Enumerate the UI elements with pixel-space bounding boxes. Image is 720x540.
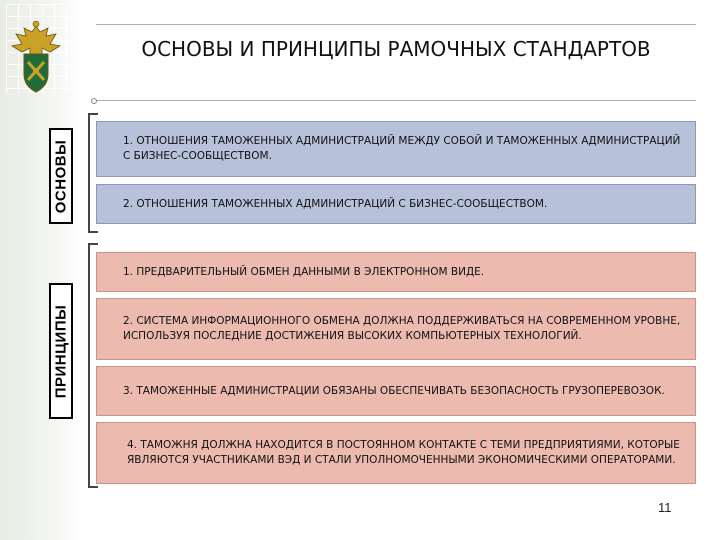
osnovy-item-2 (96, 184, 696, 224)
principy-item-4-text: 4. ТАМОЖНЯ ДОЛЖНА НАХОДИТСЯ В ПОСТОЯННОМ КОНТАКТЕ С ТЕМИ ПРЕДПРИЯТИЯМИ, КОТОРЫЕ ЯВЛЯЮТСЯ УЧАСТНИКАМИ ВЭД И СТАЛИ УПОЛНОМОЧЕННЫМИ ЭКОНОМИЧЕСКИМИ ОПЕРАТОРАМИ. (127, 439, 680, 466)
section-label-osnovy (49, 128, 73, 224)
osnovy-item-2-text: 2. ОТНОШЕНИЯ ТАМОЖЕННЫХ АДМИНИСТРАЦИЙ С БИЗНЕС-СООБЩЕСТВОМ. (123, 197, 548, 210)
principy-item-2 (96, 298, 696, 360)
page-title: ОСНОВЫ И ПРИНЦИПЫ РАМОЧНЫХ СТАНДАРТОВ (141, 37, 651, 61)
section-label-principy-text: ПРИНЦИПЫ (52, 304, 70, 398)
osnovy-item-1 (96, 121, 696, 177)
rule-dot (91, 98, 97, 104)
section-label-osnovy-text: ОСНОВЫ (52, 139, 70, 213)
principy-item-2-text: 2. СИСТЕМА ИНФОРМАЦИОННОГО ОБМЕНА ДОЛЖНА ПОДДЕРЖИВАТЬСЯ НА СОВРЕМЕННОМ УРОВНЕ, ИСПОЛЬЗУЯ ПОСЛЕДНИЕ ДОСТИЖЕНИЯ ВЫСОКИХ КОМПЬЮТЕРНЫХ ТЕХНОЛОГИЙ. (123, 315, 681, 342)
customs-emblem-icon (6, 18, 66, 98)
title-top-rule (96, 24, 696, 25)
osnovy-item-1-text: 1. ОТНОШЕНИЯ ТАМОЖЕННЫХ АДМИНИСТРАЦИЙ МЕЖДУ СОБОЙ И ТАМОЖЕННЫХ АДМИНИСТРАЦИЙ С БИЗНЕС-СООБЩЕСТВОМ. (123, 135, 681, 162)
principy-item-1-text: 1. ПРЕДВАРИТЕЛЬНЫЙ ОБМЕН ДАННЫМИ В ЭЛЕКТРОННОМ ВИДЕ. (123, 265, 485, 278)
page-number: 11 (658, 500, 672, 515)
principy-item-4 (96, 422, 696, 484)
section-label-principy (49, 283, 73, 419)
principy-item-3-text: 3. ТАМОЖЕННЫЕ АДМИНИСТРАЦИИ ОБЯЗАНЫ ОБЕСПЕЧИВАТЬ БЕЗОПАСНОСТЬ ГРУЗОПЕРЕВОЗОК. (123, 384, 665, 397)
title-bottom-rule (96, 100, 696, 101)
principy-item-3 (96, 366, 696, 416)
sidebar-decoration (0, 0, 80, 540)
principy-item-1 (96, 252, 696, 292)
